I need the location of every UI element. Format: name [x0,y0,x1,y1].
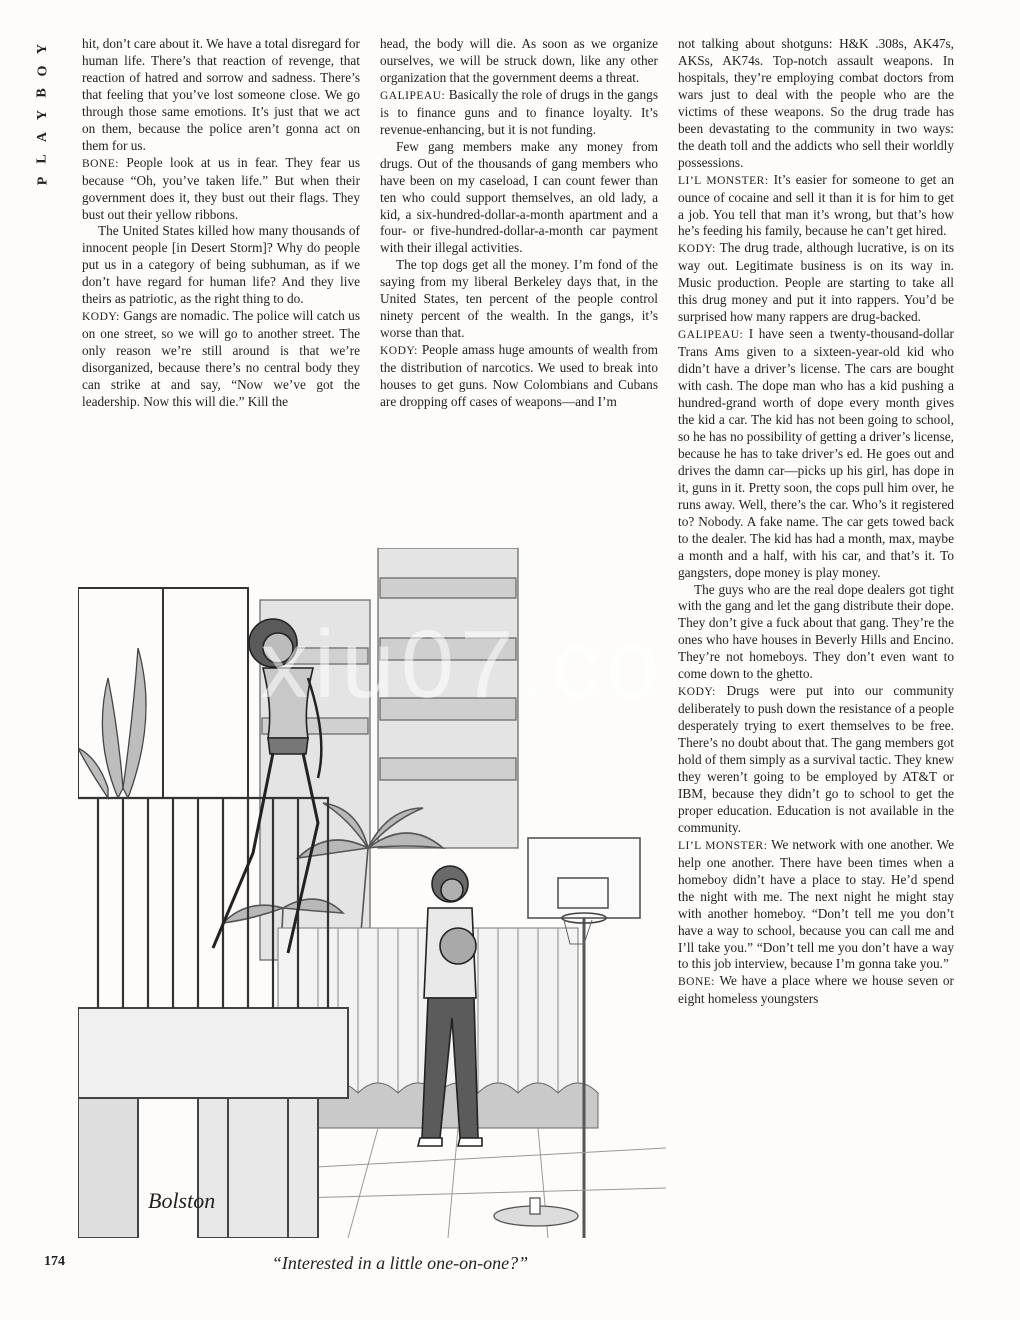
running-head-letter: P [35,176,50,186]
paragraph [380,342,658,411]
paragraph-text: The drug trade, although lucrative, is on its way out. Legitimate business is on its way in. Music production. People are starting to take all this drug money and put it into rappers. You’d be surprised how many rappers are drug-backed. [678,240,954,325]
running-head-letter: A [35,131,50,143]
watermark: xiu07.co [260,611,666,718]
paragraph-text: The guys who are the real dope dealers got tight with the gang and let the gang distribute their dope. They don’t give a fuck about that gang. They’re the ones who have houses in Beverly Hills and Encino. They’re not homeboys. They don’t even want to come down to the ghetto. [678,581,954,682]
text-column-2 [380,36,658,411]
paragraph-text: Drugs were put into our community deliberately to push down the resistance of a people desperately trying to exert themselves to be free. There’s no doubt about that. The gang members got hold of them simply as a survival tactic. They knew they weren’t going to be employed by AT&T or IBM, because they didn’t go to school to get the proper education. Education is not available in the community. [678,683,954,835]
paragraph-text: hit, don’t care about it. We have a total disregard for human life. There’s that reaction of revenge, that reaction of hatred and sorrow and sadness. There’s that feeling that you’ve lost someone close. We go through those same emotions. It’s just that we act on them, because the police aren’t gonna act on them for us. [82,36,360,153]
paragraph-text: head, the body will die. As soon as we organize ourselves, we will be struck down, like any other organization that the government deems a threat. [380,36,658,85]
text-column-3 [678,36,954,1008]
paragraph [380,257,658,342]
artist-signature: Bolston [148,1188,216,1213]
paragraph-text: We have a place where we house seven or eight homeless youngsters [678,973,954,1007]
paragraph [82,155,360,224]
running-head-letter: Y [35,43,50,55]
cartoon-caption: “Interested in a little one-on-one?” [271,1253,529,1273]
paragraph [678,326,954,581]
paragraph [82,308,360,411]
paragraph [678,683,954,837]
speaker-label: KODY: [678,243,716,256]
speaker-label: BONE: [82,157,119,170]
paragraph [380,36,658,87]
running-head-letter: Y [35,109,50,121]
paragraph [82,223,360,308]
paragraph [678,240,954,326]
paragraph [678,36,954,172]
text-column-1 [82,36,360,411]
paragraph-text: People look at us in fear. They fear us because “Oh, you’ve taken life.” But when their government does it, they bust out their flags. They bust out their yellow ribbons. [82,154,361,222]
speaker-label: LI’L MONSTER: [678,839,768,852]
paragraph-text: It’s easier for someone to get an ounce of cocaine and sell it than it is for him to get a job. You tell that man it’s wrong, but that’s how he’s feeding his family, because he can’t get hired. [678,171,954,239]
running-head-letter: L [35,154,50,164]
speaker-label: LI’L MONSTER: [678,174,769,187]
paragraph-text: not talking about shotguns: H&K .308s, AK47s, AKSs, AK74s. Top-notch assault weapons. In hospitals, they’re employing combat doctors from wars just to deal with the people who are the victims of these weapons. So the drug trade has been devastating to the community in two ways: the death toll and the addicts who sell their worldly possessions. [678,36,954,170]
speaker-label: BONE: [678,976,715,989]
running-head-letter: B [35,88,50,98]
speaker-label: GALIPEAU: [678,329,744,342]
paragraph-text: People amass huge amounts of wealth from the distribution of narcotics. We used to break into houses to get guns. Now Colombians and Cubans are dropping off cases of weapons—and I’m [380,342,658,410]
paragraph-text: Basically the role of drugs in the gangs is to finance guns and to finance loyalty. It’s revenue-enhancing, but it is not funding. [380,86,659,137]
paragraph-text: Gangs are nomadic. The police will catch us on one street, so we will go to another street. The only reason we’re still around is that we’re disorganized, because there’s no central body they can strike at and say, “Now we’ve got the leadership. Now this will die.” Kill the [82,308,360,410]
paragraph [380,139,658,258]
paragraph [678,582,954,684]
paragraph-text: The United States killed how many thousands of innocent people [in Desert Storm]? Why do people put us in a category of being subhuman, as if we don’t have regard for human life? And they live theirs as patriotic, as the right thing to do. [82,223,360,307]
speaker-label: GALIPEAU: [380,89,446,102]
speaker-label: KODY: [380,345,418,358]
paragraph [82,36,360,155]
speaker-label: KODY: [678,686,716,699]
running-head-letter: O [34,65,50,77]
paragraph-text: Few gang members make any money from drugs. Out of the thousands of gang members who have been on my caseload, I can count fewer than ten who could support themselves, an old lady, a kid, a six-hundred-dollar-a-month apartment and a four- or five-hundred-dollar-a-month car payment with their illegal activities. [380,138,658,256]
paragraph-text: The top dogs get all the money. I’m fond of the saying from my liberal Berkeley days that, in the United States, ten percent of the people control ninety percent of the wealth. In the gangs, it’s worse than that. [380,257,658,341]
paragraph-text: We network with one another. We help one another. There have been times when a homeboy didn’t have a place to stay. He’d spend the night with me. The next night he might stay with another homeboy. “Don’t tell me you don’t have a way to school, because you can call me and I’ll take you.” “Don’t tell me you don’t have a way to this job interview, because I’m gonna take you.” [678,836,954,972]
paragraph [380,87,658,139]
paragraph-text: I have seen a twenty-thousand-dollar Trans Ams given to a sixteen-year-old kid who didn’t have a driver’s license. The cars are bought with cash. The dope man who has a kid pushing a hundred-grand worth of dope every month gives the kid a car. The kid has not been going to school, so he has no possibility of getting a driver’s license, because he has to take driver’s ed. He goes out and drives the damn car—picks up his girl, has dope in it, guns in it. Pretty soon, the cops pull him over, he runs away. Well, there’s the car. Who’s it registered to? Nobody. A fake name. The car gets towed back to the dealer. The kid has had a month, max, maybe a month and a half, with his car, and that’s it. To gangsters, dope money is play money. [678,326,954,580]
paragraph [678,172,954,241]
speaker-label: KODY: [82,311,120,324]
paragraph [678,973,954,1008]
cartoon-illustration [78,548,666,1238]
running-head [30,38,56,192]
page-number: 174 [44,1254,65,1269]
paragraph [678,837,954,974]
